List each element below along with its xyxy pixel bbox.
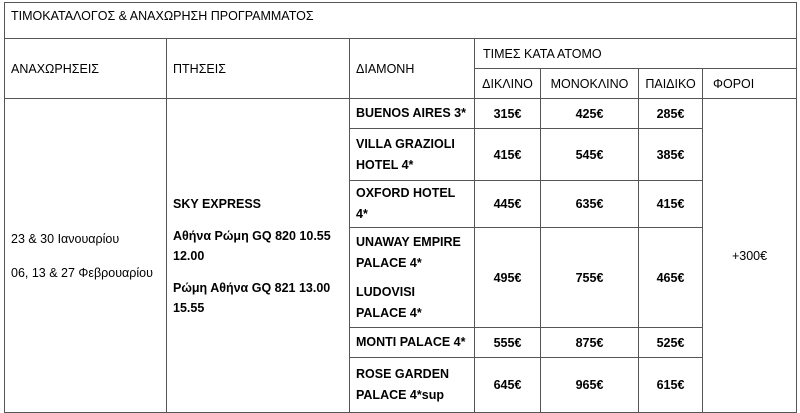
hotel-name-cell [350, 358, 475, 413]
header-departures: ΑΝΑΧΩΡΗΣΕΙΣ [5, 39, 167, 99]
price-single: 545€ [541, 129, 639, 181]
price-double: 495€ [475, 228, 541, 328]
header-taxes: ΦΟΡΟΙ [703, 69, 797, 99]
hotel-name: UNAWAY EMPIRE PALACE 4* [356, 234, 461, 270]
header-flights: ΠΤΗΣΕΙΣ [167, 39, 350, 99]
price-double: 645€ [475, 358, 541, 413]
price-single: 965€ [541, 358, 639, 413]
price-double: 445€ [475, 181, 541, 228]
hotel-name-cell [350, 228, 475, 328]
flights-cell [167, 99, 350, 413]
hotel-name: MONTI PALACE 4* [356, 335, 466, 349]
header-single: ΜΟΝΟΚΛΙΝΟ [541, 69, 639, 99]
hotel-name-cell [350, 328, 475, 358]
price-double: 555€ [475, 328, 541, 358]
price-child: 525€ [639, 328, 703, 358]
table-row [5, 99, 797, 129]
hotel-name: ROSE GARDEN PALACE 4*sup [356, 367, 450, 402]
title-row [5, 3, 797, 39]
price-child: 615€ [639, 358, 703, 413]
price-single: 635€ [541, 181, 639, 228]
price-double: 415€ [475, 129, 541, 181]
airline-name: SKY EXPRESS [173, 196, 262, 211]
price-child: 285€ [639, 99, 703, 129]
price-single: 755€ [541, 228, 639, 328]
hotel-name: LUDOVISI PALACE 4* [356, 284, 422, 320]
price-child: 385€ [639, 129, 703, 181]
departure-dates-january: 23 & 30 Ιανουαρίου [11, 231, 120, 246]
hotel-name: BUENOS AIRES 3* [356, 106, 466, 120]
price-list-table [4, 2, 797, 413]
flight-return: Ρώμη Αθήνα GQ 821 13.00 15.55 [173, 280, 331, 315]
table-title: ΤΙΜΟΚΑΤΑΛΟΓΟΣ & ΑΝΑΧΩΡΗΣΗ ΠΡΟΓΡΑΜΜΑΤΟΣ [5, 3, 797, 39]
header-accommodation: ΔΙΑΜΟΝΗ [350, 39, 475, 99]
price-single: 425€ [541, 99, 639, 129]
departure-dates-cell [5, 99, 167, 413]
hotel-name: OXFORD HOTEL 4* [356, 186, 456, 221]
price-list-container [4, 2, 796, 401]
hotel-name-cell [350, 99, 475, 129]
header-double: ΔΙΚΛΙΝΟ [475, 69, 541, 99]
hotel-name-cell [350, 129, 475, 181]
hotel-name-cell [350, 181, 475, 228]
price-double: 315€ [475, 99, 541, 129]
hotel-name: VILLA GRAZIOLI HOTEL 4* [356, 136, 455, 172]
header-row [5, 39, 797, 69]
price-single: 875€ [541, 328, 639, 358]
taxes-value: +300€ [703, 99, 797, 413]
header-child: ΠΑΙΔΙΚΟ [639, 69, 703, 99]
header-prices-per-person: ΤΙΜΕΣ ΚΑΤΑ ΑΤΟΜΟ [475, 39, 797, 69]
price-child: 465€ [639, 228, 703, 328]
departure-dates-february: 06, 13 & 27 Φεβρουαρίου [11, 265, 153, 280]
price-child: 415€ [639, 181, 703, 228]
flight-outbound: Αθήνα Ρώμη GQ 820 10.55 12.00 [173, 228, 331, 263]
